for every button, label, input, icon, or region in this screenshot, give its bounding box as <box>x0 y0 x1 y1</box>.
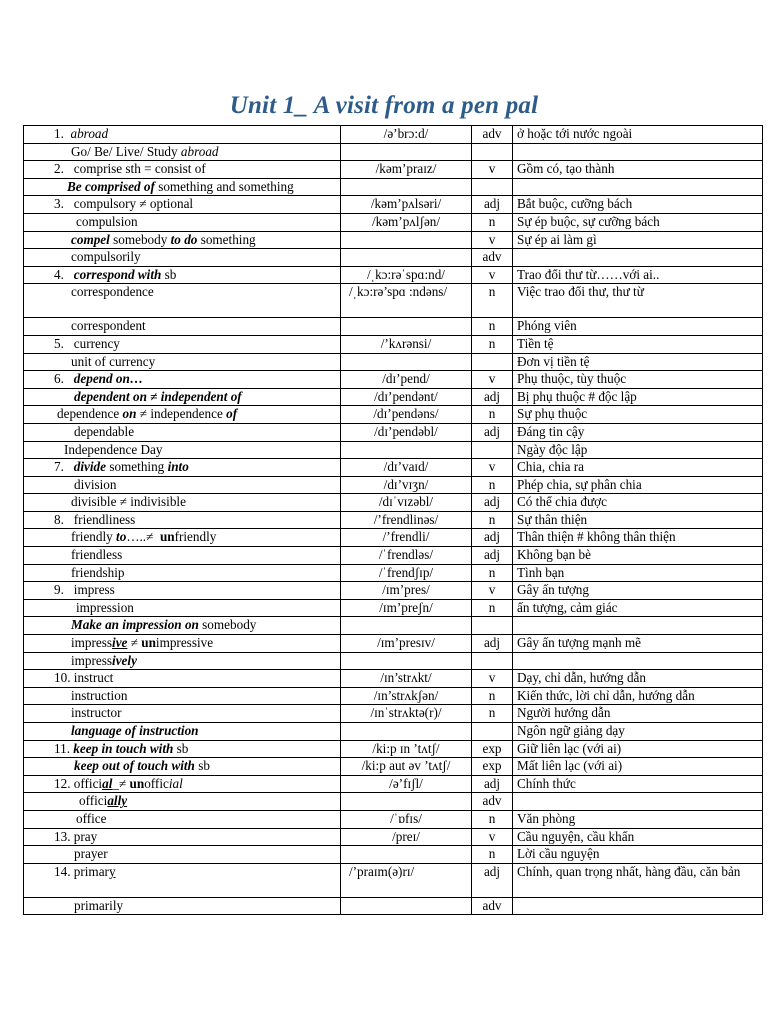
vocab-part-of-speech <box>472 723 513 741</box>
term-segment: un <box>141 635 156 651</box>
vocab-row <box>24 635 763 653</box>
vocab-part-of-speech: v <box>472 459 513 477</box>
term-segment: _≠ <box>112 775 130 791</box>
term-segment: ial <box>168 775 183 791</box>
vocab-part-of-speech: adj <box>472 863 513 897</box>
vocab-meaning: Tình bạn <box>513 564 763 582</box>
vocab-pronunciation <box>341 231 472 249</box>
vocab-row <box>24 846 763 864</box>
vocab-term <box>24 740 341 758</box>
term-segment: 11. <box>54 740 74 756</box>
vocab-row <box>24 775 763 793</box>
vocab-term <box>24 705 341 723</box>
vocab-part-of-speech: adv <box>472 897 513 915</box>
vocab-part-of-speech: exp <box>472 740 513 758</box>
term-segment: impress <box>71 635 113 651</box>
vocab-pronunciation <box>341 846 472 864</box>
vocab-term <box>24 863 341 897</box>
vocab-row <box>24 599 763 617</box>
vocab-term <box>24 547 341 565</box>
term-segment: 8. friendliness <box>54 511 136 527</box>
vocab-row <box>24 441 763 459</box>
term-segment: compel <box>71 231 110 247</box>
vocab-part-of-speech: v <box>472 231 513 249</box>
vocab-part-of-speech <box>472 143 513 161</box>
term-segment: dependable <box>74 423 135 439</box>
term-segment: divide <box>73 459 107 475</box>
term-segment: compulsorily <box>71 249 141 265</box>
vocab-part-of-speech: adj <box>472 775 513 793</box>
vocab-part-of-speech <box>472 617 513 635</box>
term-segment: sb <box>161 266 177 282</box>
vocab-term <box>24 371 341 389</box>
vocab-row <box>24 459 763 477</box>
vocab-part-of-speech: adj <box>472 494 513 512</box>
vocab-meaning <box>513 143 763 161</box>
vocab-pronunciation: /kəm’pʌlʃən/ <box>341 213 472 231</box>
vocab-term <box>24 213 341 231</box>
vocab-pronunciation: /dɪ’pendəns/ <box>341 406 472 424</box>
vocab-term <box>24 564 341 582</box>
vocab-part-of-speech: n <box>472 335 513 353</box>
vocab-pronunciation: /ɪm’preʃn/ <box>341 599 472 617</box>
vocab-term <box>24 775 341 793</box>
vocab-pronunciation: /’frendli/ <box>341 529 472 547</box>
vocab-meaning <box>513 793 763 811</box>
vocab-meaning <box>513 652 763 670</box>
vocab-meaning: Ngôn ngữ giảng dạy <box>513 723 763 741</box>
term-segment: language of instruction <box>71 723 199 738</box>
vocab-meaning: Sự phụ thuộc <box>513 406 763 424</box>
vocab-part-of-speech: n <box>472 687 513 705</box>
vocab-row <box>24 705 763 723</box>
vocab-part-of-speech: adj <box>472 635 513 653</box>
term-segment: depend on… <box>73 371 144 387</box>
term-segment: un <box>159 529 175 545</box>
term-segment: impressive <box>155 635 214 651</box>
vocab-part-of-speech: n <box>472 564 513 582</box>
term-segment: 9. impress <box>54 582 115 598</box>
vocab-term <box>24 423 341 441</box>
vocab-term <box>24 249 341 267</box>
vocab-meaning: Mất liên lạc (với ai) <box>513 758 763 776</box>
vocab-meaning: Sự ép buộc, sự cưỡng bách <box>513 213 763 231</box>
vocab-meaning: Kiến thức, lời chỉ dẫn, hướng dẫn <box>513 687 763 705</box>
vocab-term <box>24 494 341 512</box>
vocab-term <box>24 687 341 705</box>
vocab-meaning: Chia, chia ra <box>513 459 763 477</box>
vocab-meaning: Chính thức <box>513 775 763 793</box>
vocab-term <box>24 284 341 318</box>
vocab-part-of-speech: n <box>472 846 513 864</box>
vocab-meaning: Phép chia, sự phân chia <box>513 476 763 494</box>
vocab-row <box>24 740 763 758</box>
vocab-pronunciation <box>341 249 472 267</box>
vocab-row <box>24 810 763 828</box>
vocab-meaning <box>513 617 763 635</box>
vocab-meaning: Thân thiện # không thân thiện <box>513 529 763 547</box>
vocab-meaning <box>513 897 763 915</box>
vocab-pronunciation <box>341 178 472 196</box>
vocab-part-of-speech: n <box>472 284 513 318</box>
vocab-pronunciation: /ˈfrendləs/ <box>341 547 472 565</box>
vocab-row <box>24 406 763 424</box>
term-segment: something <box>106 459 168 475</box>
vocab-term <box>24 406 341 424</box>
term-segment: sb <box>194 758 210 774</box>
vocab-row <box>24 511 763 529</box>
vocab-pronunciation <box>341 652 472 670</box>
vocab-term <box>24 758 341 776</box>
vocab-row <box>24 284 763 318</box>
vocab-term <box>24 793 341 811</box>
vocab-pronunciation: /ə’fɪʃl/ <box>341 775 472 793</box>
vocab-row <box>24 161 763 179</box>
vocab-part-of-speech: v <box>472 828 513 846</box>
vocab-row <box>24 178 763 196</box>
vocab-term <box>24 161 341 179</box>
vocab-part-of-speech: v <box>472 371 513 389</box>
vocab-row <box>24 652 763 670</box>
term-segment: friendship <box>71 564 125 580</box>
vocab-part-of-speech: adv <box>472 249 513 267</box>
vocab-pronunciation <box>341 897 472 915</box>
term-segment: ive <box>112 635 128 651</box>
vocab-term <box>24 828 341 846</box>
vocab-part-of-speech: adj <box>472 529 513 547</box>
vocab-term <box>24 335 341 353</box>
vocab-meaning <box>513 178 763 196</box>
vocabulary-table <box>23 125 763 915</box>
vocab-row <box>24 793 763 811</box>
vocab-meaning: Người hướng dẫn <box>513 705 763 723</box>
vocab-row <box>24 196 763 214</box>
term-segment: ively <box>112 652 137 668</box>
vocab-pronunciation: /ɪn’strʌkt/ <box>341 670 472 688</box>
term-segment: somebody <box>198 617 257 633</box>
vocab-pronunciation: /dɪ’vaɪd/ <box>341 459 472 477</box>
term-segment: friendly <box>174 529 217 545</box>
vocab-pronunciation <box>341 441 472 459</box>
vocab-pronunciation: /’frendlinəs/ <box>341 511 472 529</box>
vocab-part-of-speech: v <box>472 266 513 284</box>
vocab-row <box>24 617 763 635</box>
term-segment: primarily <box>74 897 124 913</box>
term-segment: keep out of touch with <box>74 758 195 774</box>
vocab-row <box>24 231 763 249</box>
vocab-row <box>24 388 763 406</box>
term-segment: 10. instruct <box>54 670 114 686</box>
term-segment: dependent on ≠ independent of <box>74 388 242 404</box>
vocab-row <box>24 723 763 741</box>
vocab-term <box>24 459 341 477</box>
term-segment: sb <box>173 740 189 756</box>
vocab-pronunciation: /dɪ’pendənt/ <box>341 388 472 406</box>
vocab-meaning: Việc trao đổi thư, thư từ <box>513 284 763 318</box>
vocab-part-of-speech: n <box>472 810 513 828</box>
vocab-meaning: Gây ấn tượng mạnh mẽ <box>513 635 763 653</box>
term-segment: correspondent <box>71 318 146 334</box>
vocab-meaning: Lời cầu nguyện <box>513 846 763 864</box>
vocab-term <box>24 582 341 600</box>
term-segment: instruction <box>71 687 128 703</box>
term-segment: division <box>74 476 117 492</box>
vocab-row <box>24 863 763 897</box>
term-segment: into <box>167 459 189 475</box>
term-segment: impress <box>71 652 113 668</box>
vocab-row <box>24 249 763 267</box>
term-segment: correspond with <box>73 266 162 282</box>
vocab-term <box>24 388 341 406</box>
vocab-pronunciation: /ˈfrendʃɪp/ <box>341 564 472 582</box>
vocab-meaning: Bị phụ thuộc # độc lập <box>513 388 763 406</box>
vocab-meaning: Sự ép ai làm gì <box>513 231 763 249</box>
vocab-row <box>24 213 763 231</box>
term-segment: of <box>226 406 238 422</box>
term-segment: abroad <box>180 143 219 159</box>
vocab-meaning: Đáng tin cậy <box>513 423 763 441</box>
vocab-term <box>24 196 341 214</box>
term-segment: impression <box>76 599 134 615</box>
vocab-row <box>24 318 763 336</box>
vocab-pronunciation: /dɪ’pend/ <box>341 371 472 389</box>
vocab-term <box>24 126 341 144</box>
vocab-part-of-speech <box>472 652 513 670</box>
vocab-part-of-speech: v <box>472 582 513 600</box>
vocab-pronunciation: /ˈɒfɪs/ <box>341 810 472 828</box>
vocab-term <box>24 810 341 828</box>
vocab-pronunciation: /ki:p ɪn ’tʌtʃ/ <box>341 740 472 758</box>
vocab-row <box>24 371 763 389</box>
vocab-row <box>24 423 763 441</box>
vocab-pronunciation: /ɪn’strʌkʃən/ <box>341 687 472 705</box>
term-segment: al <box>102 775 113 791</box>
vocab-pronunciation: /ɪm’pres/ <box>341 582 472 600</box>
vocab-part-of-speech: adj <box>472 423 513 441</box>
vocab-pronunciation: /dɪ’vɪʒn/ <box>341 476 472 494</box>
vocab-row <box>24 266 763 284</box>
vocab-row <box>24 126 763 144</box>
term-segment: friendless <box>71 547 123 563</box>
vocab-meaning: ấn tượng, cảm giác <box>513 599 763 617</box>
vocab-term <box>24 617 341 635</box>
vocab-meaning: Không bạn bè <box>513 547 763 565</box>
term-segment: to do <box>170 231 198 247</box>
term-segment: compulsion <box>76 213 138 229</box>
term-segment: ≠ <box>127 635 142 651</box>
vocab-meaning: Có thể chia được <box>513 494 763 512</box>
vocab-meaning: Giữ liên lạc (với ai) <box>513 740 763 758</box>
vocab-part-of-speech: n <box>472 476 513 494</box>
vocab-row <box>24 547 763 565</box>
term-segment: instructor <box>71 705 122 721</box>
term-segment: 13. pray <box>54 828 98 844</box>
term-segment: somebody <box>109 231 171 247</box>
vocab-part-of-speech: v <box>472 670 513 688</box>
term-segment: offic <box>144 775 169 791</box>
term-segment: 12. offici <box>54 775 103 791</box>
term-segment: Go/ Be/ Live/ Study <box>71 143 181 159</box>
term-segment: dependence <box>57 406 123 422</box>
vocab-pronunciation <box>341 353 472 371</box>
vocab-part-of-speech: n <box>472 406 513 424</box>
vocab-term <box>24 266 341 284</box>
vocab-part-of-speech: n <box>472 705 513 723</box>
vocab-term <box>24 178 341 196</box>
vocab-term <box>24 599 341 617</box>
term-segment: keep in touch with <box>73 740 174 756</box>
vocab-meaning: Đơn vị tiền tệ <box>513 353 763 371</box>
vocab-term <box>24 846 341 864</box>
vocab-row <box>24 758 763 776</box>
vocab-meaning: Cầu nguyện, cầu khẩn <box>513 828 763 846</box>
vocab-meaning: Bắt buộc, cưỡng bách <box>513 196 763 214</box>
vocab-row <box>24 564 763 582</box>
term-segment: y <box>108 863 116 879</box>
vocab-meaning: Phụ thuộc, tùy thuộc <box>513 371 763 389</box>
vocab-part-of-speech <box>472 441 513 459</box>
vocab-part-of-speech: n <box>472 599 513 617</box>
vocab-pronunciation: /kəm’praɪz/ <box>341 161 472 179</box>
term-segment: abroad <box>70 126 109 141</box>
term-segment: 3. compulsory ≠ optional <box>54 196 194 212</box>
term-segment: on <box>122 406 137 422</box>
term-segment: office <box>76 810 107 826</box>
term-segment: something <box>197 231 256 247</box>
vocab-meaning: Văn phòng <box>513 810 763 828</box>
vocab-meaning: Gồm có, tạo thành <box>513 161 763 179</box>
vocab-part-of-speech: adj <box>472 547 513 565</box>
vocab-pronunciation: /’kʌrənsi/ <box>341 335 472 353</box>
term-segment: prayer <box>74 846 108 862</box>
vocab-row <box>24 897 763 915</box>
vocab-pronunciation: /ɪnˈstrʌktə(r)/ <box>341 705 472 723</box>
term-segment: Be comprised of <box>67 178 155 194</box>
term-segment: divisible ≠ indivisible <box>71 494 186 510</box>
vocab-pronunciation: /’praɪm(ə)rɪ/ <box>341 863 472 897</box>
vocab-part-of-speech: v <box>472 161 513 179</box>
vocab-pronunciation: /preɪ/ <box>341 828 472 846</box>
vocab-row <box>24 670 763 688</box>
vocab-term <box>24 670 341 688</box>
term-segment: 2. comprise sth = consist of <box>54 161 206 177</box>
vocab-pronunciation <box>341 318 472 336</box>
vocab-pronunciation: /ɪm’presɪv/ <box>341 635 472 653</box>
term-segment: un <box>129 775 145 791</box>
vocab-meaning: Dạy, chỉ dẫn, hướng dẫn <box>513 670 763 688</box>
term-segment: 6. <box>54 371 74 387</box>
vocab-term <box>24 635 341 653</box>
vocab-term <box>24 529 341 547</box>
vocab-part-of-speech: n <box>472 511 513 529</box>
vocab-meaning: ở hoặc tới nước ngoài <box>513 126 763 144</box>
vocab-pronunciation: /ˌkɔ:rəˈspɑ:nd/ <box>341 266 472 284</box>
vocab-term <box>24 231 341 249</box>
vocab-part-of-speech: adj <box>472 388 513 406</box>
vocab-pronunciation <box>341 723 472 741</box>
vocab-part-of-speech <box>472 353 513 371</box>
vocab-row <box>24 529 763 547</box>
vocab-term <box>24 318 341 336</box>
term-segment: Make an impression on <box>71 617 199 633</box>
vocab-pronunciation <box>341 617 472 635</box>
vocab-term <box>24 723 341 741</box>
vocab-part-of-speech: exp <box>472 758 513 776</box>
term-segment: …..≠ <box>126 529 160 545</box>
page-title: Unit 1_ A visit from a pen pal <box>229 92 539 119</box>
term-segment: 1. <box>54 126 71 141</box>
vocab-term <box>24 652 341 670</box>
vocab-part-of-speech: n <box>472 318 513 336</box>
vocab-meaning: Chính, quan trọng nhất, hàng đầu, căn bản <box>513 863 763 897</box>
term-segment: ally <box>107 793 128 809</box>
vocab-part-of-speech: adv <box>472 126 513 144</box>
vocab-row <box>24 335 763 353</box>
term-segment: something and something <box>154 178 294 194</box>
vocab-meaning: Ngày độc lập <box>513 441 763 459</box>
vocabulary-table-body <box>24 126 763 915</box>
vocab-pronunciation: /kəm’pʌlsəri/ <box>341 196 472 214</box>
term-segment: 5. currency <box>54 335 120 351</box>
vocab-meaning: Tiền tệ <box>513 335 763 353</box>
term-segment: unit of currency <box>71 353 156 369</box>
term-segment: 14. primar <box>54 863 109 879</box>
vocab-pronunciation <box>341 143 472 161</box>
vocab-part-of-speech: adv <box>472 793 513 811</box>
vocab-row <box>24 828 763 846</box>
vocab-meaning <box>513 249 763 267</box>
vocab-meaning: Gây ấn tượng <box>513 582 763 600</box>
vocab-row <box>24 687 763 705</box>
term-segment: correspondence <box>71 284 154 300</box>
vocab-term <box>24 476 341 494</box>
vocab-pronunciation: /ˌkɔ:rə’spɑ :ndəns/ <box>341 284 472 318</box>
vocab-pronunciation <box>341 793 472 811</box>
vocab-part-of-speech: adj <box>472 196 513 214</box>
term-segment: offici <box>79 793 108 809</box>
vocab-part-of-speech: n <box>472 213 513 231</box>
vocab-term <box>24 143 341 161</box>
term-segment: Independence Day <box>64 441 163 457</box>
vocab-term <box>24 511 341 529</box>
vocab-pronunciation: /dɪˈvɪzəbl/ <box>341 494 472 512</box>
vocab-meaning: Phóng viên <box>513 318 763 336</box>
term-segment: 4. <box>54 266 74 282</box>
term-segment: to <box>116 529 127 545</box>
vocab-row <box>24 143 763 161</box>
vocab-pronunciation: /dɪ’pendəbl/ <box>341 423 472 441</box>
vocab-row <box>24 476 763 494</box>
vocab-row <box>24 582 763 600</box>
vocab-pronunciation: /ə’brɔ:d/ <box>341 126 472 144</box>
vocab-meaning: Trao đổi thư từ……với ai.. <box>513 266 763 284</box>
vocab-term <box>24 441 341 459</box>
term-segment: friendly <box>71 529 117 545</box>
vocab-meaning: Sự thân thiện <box>513 511 763 529</box>
vocab-term <box>24 353 341 371</box>
term-segment: 7. <box>54 459 74 475</box>
vocab-part-of-speech <box>472 178 513 196</box>
vocab-row <box>24 353 763 371</box>
vocab-row <box>24 494 763 512</box>
term-segment: ≠ independence <box>136 406 227 422</box>
vocab-pronunciation: /ki:p aut əv ’tʌtʃ/ <box>341 758 472 776</box>
vocab-term <box>24 897 341 915</box>
